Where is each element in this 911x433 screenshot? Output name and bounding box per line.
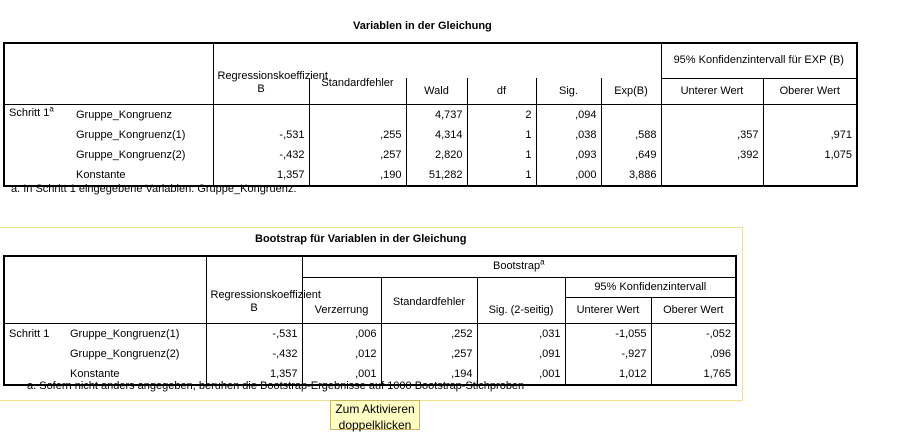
- step-label: Schritt 1: [9, 327, 50, 340]
- table1-footnote: a. In Schritt 1 eingegebene Variablen: Gruppe_Kongruenz.: [11, 183, 297, 195]
- table-row: Gruppe_Kongruenz(2) -,432 ,012 ,257 ,091 -,927 ,096: [4, 345, 736, 365]
- header-sig: Sig. (2-seitig): [477, 297, 565, 324]
- table-row: Schritt 1 Gruppe_Kongruenz(1) -,531 ,006 ,252 ,031 -1,055 -,052: [4, 324, 736, 345]
- corner-cell: [4, 43, 213, 78]
- row-variable: Gruppe_Kongruenz(1): [72, 126, 213, 146]
- ci-group-header: 95% Konfidenzintervall für EXP (B): [661, 43, 857, 78]
- table-row: Gruppe_Kongruenz(2) -,432 ,257 2,820 1 ,093 ,649 ,392 1,075: [4, 146, 857, 166]
- bootstrap-ci-header: 95% Konfidenzintervall: [565, 277, 736, 297]
- table-row: Schritt 1$^a$ Gruppe_Kongruenz 4,737 2 ,094: [4, 105, 857, 126]
- header-sig: Sig.: [536, 78, 601, 105]
- header-bias: Verzerrung: [302, 297, 381, 324]
- header-expb: Exp(B): [601, 78, 661, 105]
- header-upper: Oberer Wert: [763, 78, 857, 105]
- row-variable: Gruppe_Kongruenz(1): [66, 324, 206, 345]
- table-row: Konstante 1,357 ,001 ,194 ,001 1,012 1,765: [4, 365, 736, 385]
- table2-footnote: a. Sofern nicht anders angegeben, beruhen die Bootstrap-Ergebnisse auf 1000 Bootstrap-Stichproben: [27, 380, 525, 392]
- bootstrap-table[interactable]: [3, 255, 737, 386]
- variables-in-equation-table[interactable]: [3, 42, 858, 187]
- row-variable: Gruppe_Kongruenz(2): [72, 146, 213, 166]
- header-lower: Unterer Wert: [565, 297, 651, 324]
- bootstrap-group-header: Bootstrap$^a$: [302, 256, 736, 277]
- header-upper: Oberer Wert: [651, 297, 736, 324]
- header-df: df: [467, 78, 536, 105]
- step-label: Schritt 1$^a$: [9, 104, 54, 119]
- row-variable: Konstante: [72, 166, 213, 186]
- header-wald: Wald: [406, 78, 467, 105]
- table2-title: Bootstrap für Variablen in der Gleichung: [255, 233, 467, 245]
- table1-title: Variablen in der Gleichung: [353, 20, 492, 32]
- header-se: Standardfehler: [381, 289, 477, 316]
- header-b: Regressionskoeffizient B: [206, 289, 302, 316]
- table-row: Konstante 1,357 ,190 51,282 1 ,000 3,886: [4, 166, 857, 186]
- activate-tooltip[interactable]: Zum Aktivieren doppelklicken: [330, 400, 420, 430]
- header-lower: Unterer Wert: [661, 78, 763, 105]
- header-se: Standardfehler: [309, 70, 406, 97]
- row-variable: Gruppe_Kongruenz(2): [66, 345, 206, 365]
- table-row: Gruppe_Kongruenz(1) -,531 ,255 4,314 1 ,038 ,588 ,357 ,971: [4, 126, 857, 146]
- row-variable: Gruppe_Kongruenz: [72, 105, 213, 126]
- row-variable: Konstante: [66, 365, 206, 385]
- header-b: Regressionskoeffizient B: [213, 70, 309, 97]
